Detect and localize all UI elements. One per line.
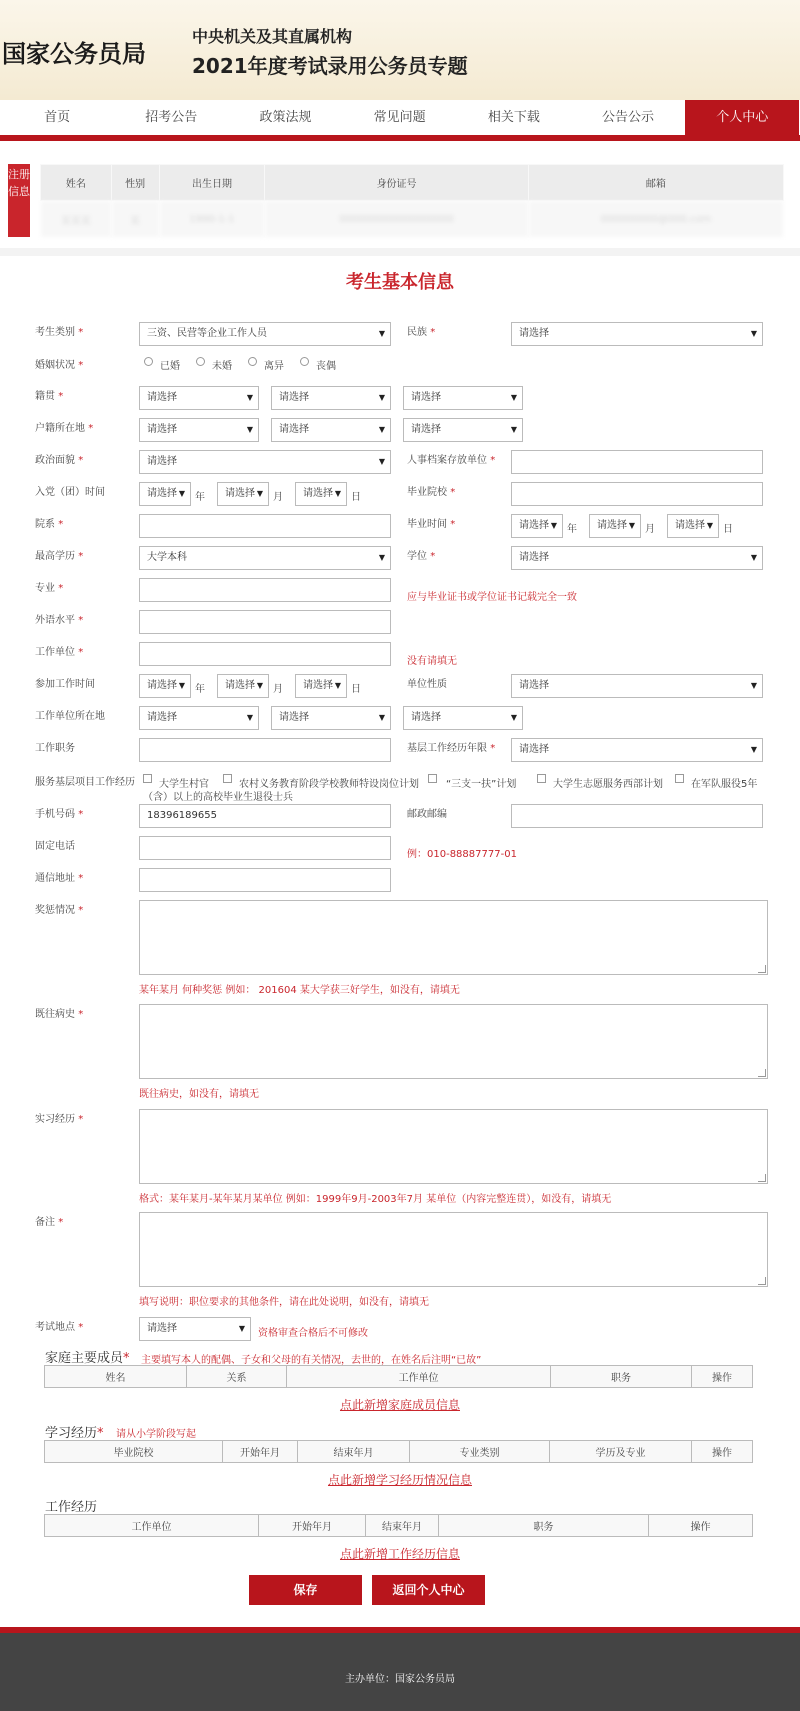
marital-radio-divorced[interactable] [248, 357, 257, 366]
marital-option-label: 已婚 [160, 361, 180, 372]
work-place-city-select[interactable]: 请选择 ▼ [271, 706, 391, 730]
registration-info [8, 164, 784, 237]
grassroots-check-sanzhi[interactable] [428, 774, 437, 783]
nav-policy[interactable]: 政策法规 [259, 110, 312, 125]
label-candidate-type: 考生类别 * [35, 327, 84, 338]
day-unit: 日 [351, 492, 361, 503]
label-postcode: 邮政邮编 [407, 809, 447, 820]
study-col-school: 毕业院校 [45, 1441, 223, 1463]
label-degree: 学位 * [407, 551, 436, 562]
reg-col-birthdate: 出生日期 [159, 165, 265, 201]
label-party-time: 入党（团）时间 [35, 487, 105, 498]
grassroots-option-continued: （含）以上的高校毕业生退役士兵 [143, 792, 293, 803]
grad-day-select[interactable]: 请选择 ▼ [667, 514, 719, 538]
label-exam-site: 考试地点 * [35, 1322, 84, 1333]
reg-val-birthdate: 1990-1-1 [159, 201, 265, 238]
postcode-input[interactable] [511, 804, 763, 828]
work-col-unit: 工作单位 [45, 1515, 259, 1537]
household-city-select[interactable]: 请选择 ▼ [271, 418, 391, 442]
label-native-place: 籍贯 * [35, 391, 64, 402]
grassroots-option-label: 在军队服役5年 [691, 779, 758, 790]
label-medical: 既往病史 * [35, 1009, 84, 1020]
grassroots-check-village[interactable] [143, 774, 152, 783]
site-header [0, 0, 800, 100]
back-to-personal-center-button[interactable]: 返回个人中心 [372, 1575, 485, 1605]
medical-hint: 既往病史，如没有，请填无 [139, 1089, 259, 1100]
reg-val-email: 000000000@000.com [528, 201, 783, 238]
year-unit: 年 [567, 524, 577, 535]
add-study-link[interactable]: 点此新增学习经历情况信息 [327, 1473, 472, 1487]
label-phone: 手机号码 * [35, 809, 84, 820]
tel-hint: 例：010-88887777-01 [407, 849, 517, 860]
month-unit: 月 [273, 492, 283, 503]
label-archive-unit: 人事档案存放单位 * [407, 455, 496, 466]
nav-recruit-notice[interactable]: 招考公告 [145, 110, 198, 125]
native-province-select[interactable]: 请选择 ▼ [139, 386, 259, 410]
registration-label: 注册信息 [8, 164, 30, 237]
label-job-title: 工作职务 [35, 743, 75, 754]
work-start-year-select[interactable]: 请选择 ▼ [139, 674, 191, 698]
grad-year-select[interactable]: 请选择 ▼ [511, 514, 563, 538]
label-work-unit: 工作单位 * [35, 647, 84, 658]
label-grassroots-project: 服务基层项目工作经历 [35, 777, 135, 788]
grassroots-check-west[interactable] [537, 774, 546, 783]
day-unit: 日 [723, 524, 733, 535]
grassroots-option-label: “三支一扶”计划 [446, 779, 517, 790]
remark-textarea[interactable] [139, 1212, 768, 1287]
work-unit-input[interactable] [139, 642, 391, 666]
education-select[interactable]: 大学本科 ▼ [139, 546, 391, 570]
label-major: 专业 * [35, 583, 64, 594]
nav-downloads[interactable]: 相关下载 [487, 110, 540, 125]
reg-col-email: 邮箱 [528, 165, 783, 201]
registration-table [40, 164, 784, 238]
work-col-position: 职务 [439, 1515, 649, 1537]
family-col-unit: 工作单位 [287, 1366, 551, 1388]
grassroots-check-army[interactable] [675, 774, 684, 783]
day-unit: 日 [351, 684, 361, 695]
marital-radio-married[interactable] [144, 357, 153, 366]
study-col-end: 结束年月 [298, 1441, 410, 1463]
phone-input[interactable]: 18396189655 [139, 804, 391, 828]
party-year-select[interactable]: 请选择 ▼ [139, 482, 191, 506]
study-col-action: 操作 [692, 1441, 753, 1463]
reg-col-gender: 性别 [111, 165, 159, 201]
exam-site-hint: 资格审查合格后不可修改 [258, 1328, 368, 1339]
label-address: 通信地址 * [35, 873, 84, 884]
grassroots-check-teacher[interactable] [223, 774, 232, 783]
grad-school-input[interactable] [511, 482, 763, 506]
marital-option-label: 未婚 [212, 361, 232, 372]
reg-col-name: 姓名 [41, 165, 112, 201]
family-col-action: 操作 [692, 1366, 753, 1388]
resize-grip-icon[interactable] [758, 1069, 766, 1077]
label-education: 最高学历 * [35, 551, 84, 562]
job-title-input[interactable] [139, 738, 391, 762]
header-title: 2021年度考试录用公务员专题 [192, 54, 468, 78]
household-county-select[interactable]: 请选择 ▼ [403, 418, 523, 442]
remark-hint: 填写说明：职位要求的其他条件，请在此处说明，如没有，请填无 [139, 1297, 429, 1308]
month-unit: 月 [645, 524, 655, 535]
label-political: 政治面貌 * [35, 455, 84, 466]
label-unit-nature: 单位性质 [407, 679, 447, 690]
family-col-relation: 关系 [187, 1366, 287, 1388]
label-internship: 实习经历 * [35, 1114, 84, 1125]
label-work-place: 工作单位所在地 [35, 711, 105, 722]
resize-grip-icon[interactable] [758, 965, 766, 973]
site-logo: 国家公务员局 [2, 40, 146, 68]
month-unit: 月 [273, 684, 283, 695]
grassroots-option-label: 大学生志愿服务西部计划 [553, 779, 663, 790]
work-section-title: 工作经历 [45, 1500, 98, 1515]
work-unit-hint: 没有请填无 [407, 656, 457, 667]
tel-input[interactable] [139, 836, 391, 860]
study-col-start: 开始年月 [223, 1441, 298, 1463]
marital-radio-single[interactable] [196, 357, 205, 366]
unit-nature-select[interactable]: 请选择 ▼ [511, 674, 763, 698]
work-table [44, 1514, 753, 1537]
resize-grip-icon[interactable] [758, 1277, 766, 1285]
political-select[interactable]: 请选择 ▼ [139, 450, 391, 474]
family-section-title: 家庭主要成员* [45, 1351, 130, 1366]
add-family-link[interactable]: 点此新增家庭成员信息 [339, 1398, 460, 1412]
marital-radio-widowed[interactable] [300, 357, 309, 366]
work-place-province-select[interactable]: 请选择 ▼ [139, 706, 259, 730]
native-county-select[interactable]: 请选择 ▼ [403, 386, 523, 410]
archive-unit-input[interactable] [511, 450, 763, 474]
study-hint: 请从小学阶段写起 [116, 1429, 196, 1440]
work-place-county-select[interactable]: 请选择 ▼ [403, 706, 523, 730]
degree-select[interactable]: 请选择 ▼ [511, 546, 763, 570]
ethnicity-select[interactable]: 请选择 ▼ [511, 322, 763, 346]
study-table [44, 1440, 753, 1463]
candidate-type-select[interactable]: 三资、民营等企业工作人员 ▼ [139, 322, 391, 346]
major-input[interactable] [139, 578, 391, 602]
marital-option-label: 离异 [264, 361, 284, 372]
label-department: 院系 * [35, 519, 64, 530]
grassroots-years-select[interactable]: 请选择 ▼ [511, 738, 763, 762]
reg-val-gender: 某 [111, 201, 159, 238]
family-table [44, 1365, 753, 1388]
grad-month-select[interactable]: 请选择 ▼ [589, 514, 641, 538]
family-hint: 主要填写本人的配偶、子女和父母的有关情况，去世的，在姓名后注明“已故” [141, 1355, 482, 1366]
footer-sponsor: 主办单位：国家公务员局 [345, 1674, 455, 1685]
internship-hint: 格式：某年某月-某年某月某单位 例如：1999年9月-2003年7月 某单位（内容完整连贯），如没有，请填无 [139, 1194, 612, 1205]
family-col-position: 职务 [551, 1366, 692, 1388]
nav-announcements[interactable]: 公告公示 [602, 110, 655, 125]
medical-textarea[interactable] [139, 1004, 768, 1079]
reg-val-name: 某某某 [41, 201, 112, 238]
work-col-start: 开始年月 [259, 1515, 366, 1537]
work-col-end: 结束年月 [366, 1515, 439, 1537]
household-province-select[interactable]: 请选择 ▼ [139, 418, 259, 442]
study-col-major: 学历及专业 [550, 1441, 692, 1463]
study-col-category: 专业类别 [410, 1441, 550, 1463]
reg-val-id: 000000000000000000 [265, 201, 528, 238]
label-marital: 婚姻状况 * [35, 360, 84, 371]
header-subtitle: 中央机关及其直属机构 [192, 27, 353, 46]
resize-grip-icon[interactable] [758, 1174, 766, 1182]
site-footer [0, 1627, 800, 1711]
family-col-name: 姓名 [45, 1366, 187, 1388]
address-input[interactable] [139, 868, 391, 892]
internship-textarea[interactable] [139, 1109, 768, 1184]
label-household: 户籍所在地 * [35, 423, 94, 434]
nav-home[interactable]: 首页 [44, 110, 71, 125]
exam-site-select[interactable]: 请选择 ▼ [139, 1317, 251, 1341]
label-awards: 奖惩情况 * [35, 905, 84, 916]
label-remark: 备注 * [35, 1217, 64, 1228]
label-grad-school: 毕业院校 * [407, 487, 456, 498]
department-input[interactable] [139, 514, 391, 538]
section-title: 考生基本信息 [346, 272, 454, 293]
label-language: 外语水平 * [35, 615, 84, 626]
year-unit: 年 [195, 492, 205, 503]
awards-textarea[interactable] [139, 900, 768, 975]
label-grad-time: 毕业时间 * [407, 519, 456, 530]
main-nav [0, 100, 800, 141]
reg-col-id: 身份证号 [265, 165, 528, 201]
grassroots-option-label: 农村义务教育阶段学校教师特设岗位计划 [239, 779, 419, 790]
native-city-select[interactable]: 请选择 ▼ [271, 386, 391, 410]
party-month-select[interactable]: 请选择 ▼ [217, 482, 269, 506]
marital-option-label: 丧偶 [316, 361, 336, 372]
add-work-link[interactable]: 点此新增工作经历信息 [339, 1547, 460, 1561]
label-work-start: 参加工作时间 [35, 679, 95, 690]
awards-hint: 某年某月 何种奖惩 例如： 201604 某大学获三好学生，如没有，请填无 [139, 985, 460, 996]
grassroots-option-label: 大学生村官 [159, 779, 209, 790]
nav-personal-center[interactable]: 个人中心 [685, 100, 799, 135]
language-input[interactable] [139, 610, 391, 634]
party-day-select[interactable]: 请选择 ▼ [295, 482, 347, 506]
major-hint: 应与毕业证书或学位证书记载完全一致 [407, 592, 577, 603]
label-ethnicity: 民族 * [407, 327, 436, 338]
year-unit: 年 [195, 684, 205, 695]
study-section-title: 学习经历* [45, 1426, 104, 1441]
label-tel: 固定电话 [35, 841, 75, 852]
work-start-day-select[interactable]: 请选择 ▼ [295, 674, 347, 698]
label-grassroots-years: 基层工作经历年限 * [407, 743, 496, 754]
save-button[interactable]: 保存 [249, 1575, 362, 1605]
work-col-action: 操作 [649, 1515, 753, 1537]
nav-faq[interactable]: 常见问题 [373, 110, 426, 125]
divider [0, 248, 800, 256]
work-start-month-select[interactable]: 请选择 ▼ [217, 674, 269, 698]
